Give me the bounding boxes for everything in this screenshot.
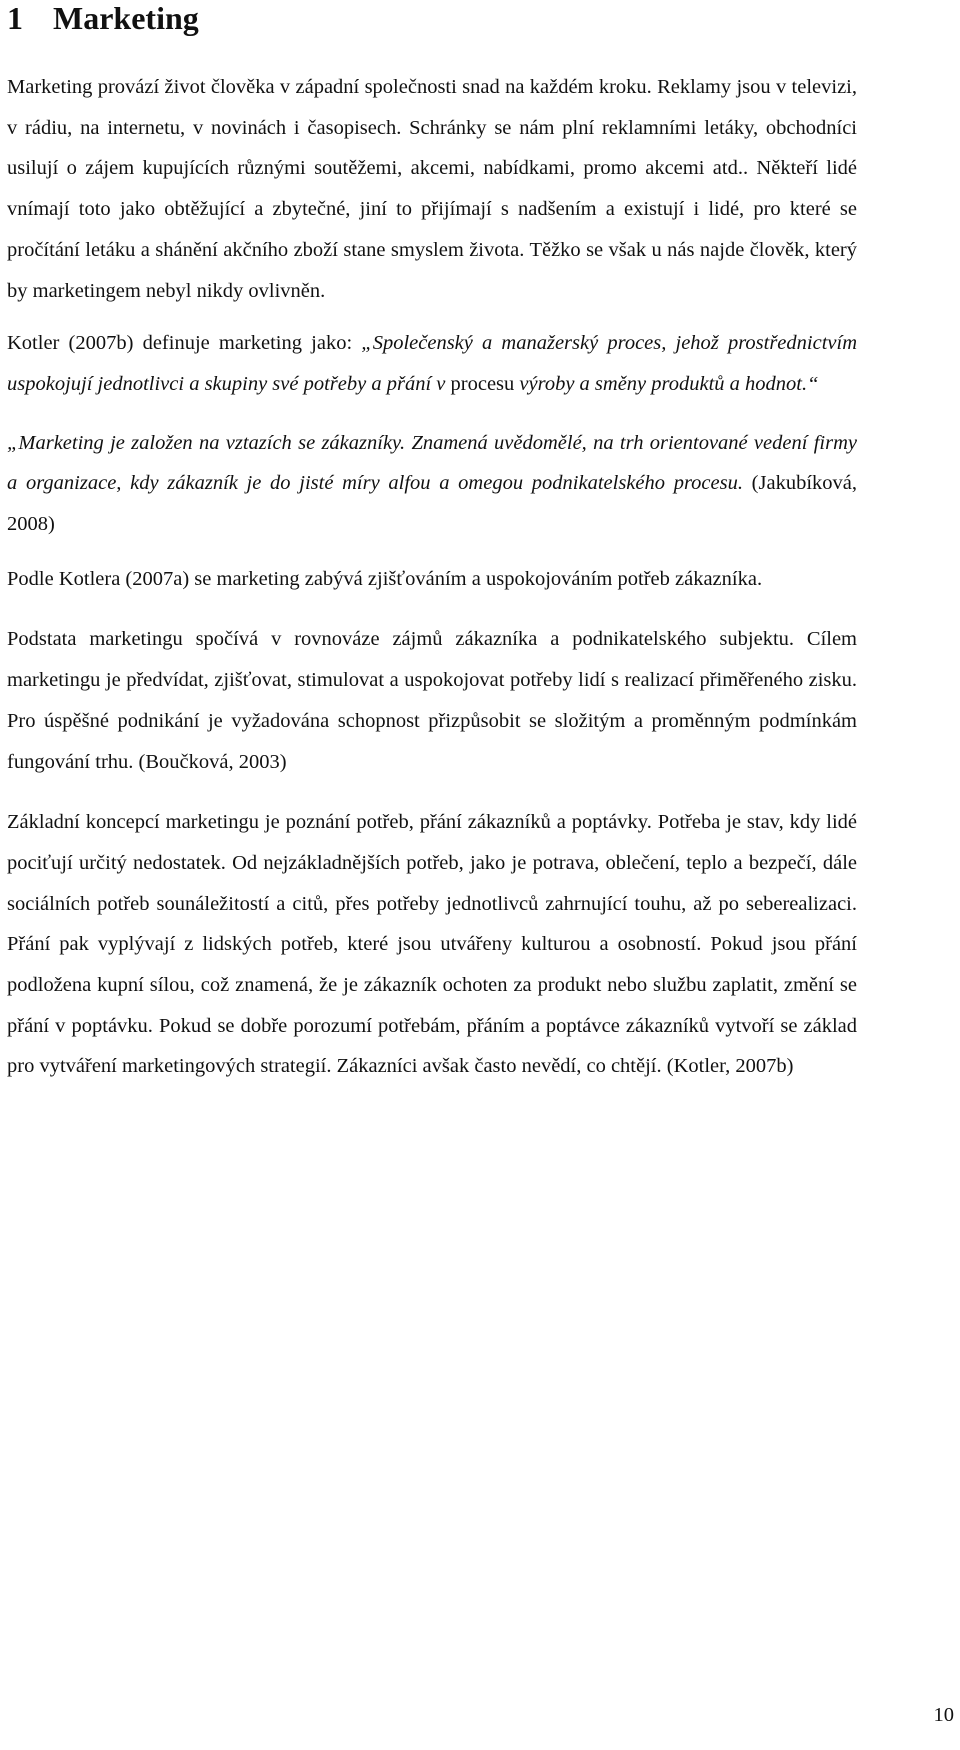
paragraph-basic-concept: Základní koncepcí marketingu je poznání potřeb, přání zákazníků a poptávky. Potřeba je stav, kdy lidé pociťují určitý nedostatek. Od nejzákladnějších potřeb, jako je potrava, oblečení, teplo a bezpečí, dále sociálních potřeb sounáležitostí a citů, přes potřeby jednotlivců zahrnující touhu, až po seberealizaci. Přání pak vyplývají z lidských potřeb, které jsou utvářeny kulturou a osobností. Pokud jsou přání podložena kupní sílou, což znamená, že je zákazník ochoten za produkt nebo službu zaplatit, změní se přání v poptávku. Pokud se dobře porozumí potřebám, přáním a poptávce zákazníků vytvoří se základ pro vytváření marketingových strategií. Zákazníci avšak často nevědí, co chtějí. (Kotler, 2007b) (7, 811, 857, 1078)
paragraph-kotler-needs: Podle Kotlera (2007a) se marketing zabývá zjišťováním a uspokojováním potřeb zákazníka. (7, 567, 763, 590)
definition-quote-a: „Společenský a manažerský proces, jehož prostřednictvím uspokojují jednotlivci a skupiny své potřeby a přání v (7, 332, 857, 395)
paragraph-jakubikova-quote (7, 423, 857, 545)
definition-lead: Kotler (2007b) definuje marketing jako: (7, 332, 362, 355)
chapter-title: Marketing (53, 0, 199, 36)
page-number: 10 (933, 1704, 954, 1726)
definition-plain: procesu (445, 372, 520, 395)
chapter-heading (7, 0, 857, 46)
paragraph-marketing-essence: Podstata marketingu spočívá v rovnováze zájmů zákazníka a podnikatelského subjektu. Cílem marketingu je předvídat, zjišťovat, stimulovat a uspokojovat potřeby lidí s realizací přiměřeného zisku. Pro úspěšné podnikání je vyžadována schopnost přizpůsobit se složitým a proměnným podmínkám fungování trhu. (Boučková, 2003) (7, 628, 857, 773)
jakubikova-quote: „Marketing je založen na vztazích se zákazníky. Znamená uvědomělé, na trh orientované vedení firmy a organizace, kdy zákazník je do jisté míry alfou a omegou podnikatelského procesu. (7, 431, 857, 495)
paragraph-kotler-definition (7, 323, 857, 404)
paragraph-intro: Marketing provází život člověka v západní společnosti snad na každém kroku. Reklamy jsou v televizi, v rádiu, na internetu, v novinách i časopisech. Schránky se nám plní reklamními letáky, obchodníci usilují o zájem kupujících různými soutěžemi, akcemi, nabídkami, promo akcemi atd.. Někteří lidé vnímají toto jako obtěžující a zbytečné, jiní to přijímají s nadšením a existují i lidé, pro které se pročítání letáku a shánění akčního zboží stane smyslem života. Těžko se však u nás najde člověk, který by marketingem nebyl nikdy ovlivněn. (7, 76, 857, 302)
chapter-number: 1 (7, 0, 23, 36)
definition-quote-b: výroby a směny produktů a hodnot.“ (519, 372, 819, 395)
jakubikova-citation: (Jakubíková, 2008) (7, 472, 857, 536)
document-page (7, 0, 857, 1087)
